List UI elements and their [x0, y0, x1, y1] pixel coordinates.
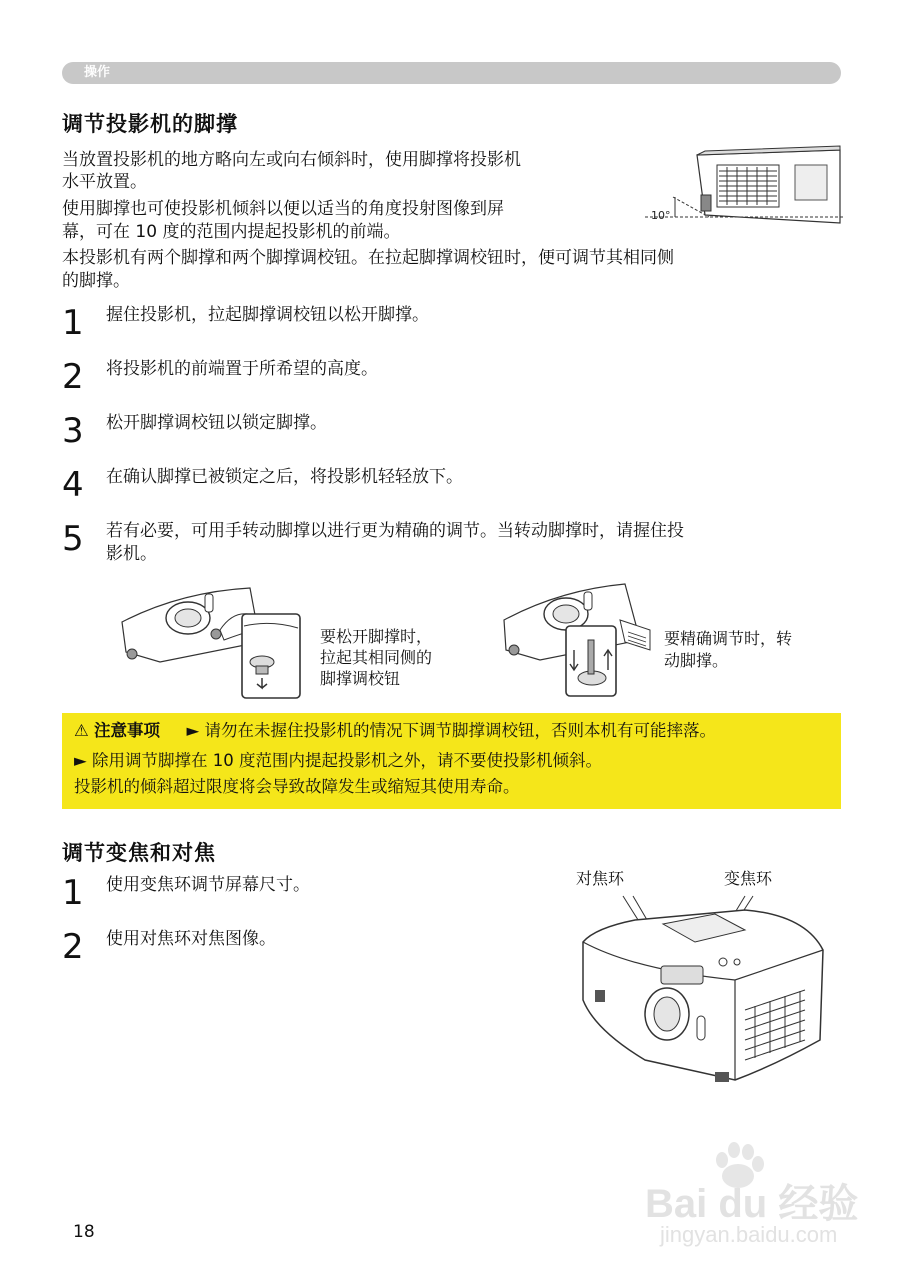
step-text: 在确认脚撑已被锁定之后，将投影机轻轻放下。 [106, 467, 463, 487]
step-text: 握住投影机，拉起脚撑调校钮以松开脚撑。 [106, 305, 429, 325]
section-label: 操作 [84, 65, 111, 80]
feet-intro-line: 水平放置。 [62, 172, 147, 192]
step-text: 若有必要，可用手转动脚撑以进行更为精确的调节。当转动脚撑时，请握住投 [106, 521, 684, 541]
step-number: 2 [62, 357, 84, 397]
zoom-ring-label: 变焦环 [724, 869, 773, 888]
caution-line-1 [74, 720, 716, 742]
watermark-brand: Bai du 经验 [645, 1182, 859, 1226]
tilted-projector-illustration [645, 145, 845, 235]
step-number: 4 [62, 465, 84, 505]
feet-intro-line: 使用脚撑也可使投影机倾斜以便以适当的角度投射图像到屏 [62, 199, 504, 219]
feet-intro-line: 的脚撑。 [62, 271, 130, 291]
caution-line-2 [74, 750, 602, 772]
caption-line: 要松开脚撑时， [320, 627, 433, 646]
page-number: 18 [73, 1222, 95, 1242]
feet-intro-line: 幕，可在 10 度的范围内提起投影机的前端。 [62, 222, 401, 242]
step-number: 2 [62, 927, 84, 967]
caption-line: 脚撑调校钮 [320, 669, 401, 688]
caution-text: 请勿在未握住投影机的情况下调节脚撑调校钮，否则本机有可能摔落。 [204, 721, 716, 740]
projector-zoom-focus-illustration [575, 890, 830, 1085]
step-text: 将投影机的前端置于所希望的高度。 [106, 359, 378, 379]
angle-label: 10° [651, 209, 671, 222]
feet-intro-line: 当放置投影机的地方略向左或向右倾斜时，使用脚撑将投影机 [62, 150, 521, 170]
step-number: 1 [62, 303, 84, 343]
section-header-bar [62, 62, 841, 84]
step-number: 1 [62, 873, 84, 913]
step-text: 影机。 [106, 544, 157, 564]
caption-line: 动脚撑。 [664, 651, 729, 670]
caution-title: 注意事项 [94, 721, 161, 740]
step-text: 使用对焦环对焦图像。 [106, 929, 276, 949]
step-text: 使用变焦环调节屏幕尺寸。 [106, 875, 310, 895]
step-number: 3 [62, 411, 84, 451]
bullet-arrow-icon: ► [74, 751, 87, 770]
feet-section-title: 调节投影机的脚撑 [62, 112, 238, 136]
focus-ring-label: 对焦环 [576, 869, 625, 888]
caution-line-3: 投影机的倾斜超过限度将会导致故障发生或缩短其使用寿命。 [74, 777, 520, 796]
step-text: 松开脚撑调校钮以锁定脚撑。 [106, 413, 327, 433]
feet-intro-line: 本投影机有两个脚撑和两个脚撑调校钮。在拉起脚撑调校钮时，便可调节其相同侧 [62, 248, 674, 268]
step-number: 5 [62, 519, 84, 559]
release-foot-illustration [120, 582, 310, 700]
adjust-foot-illustration [500, 580, 660, 700]
caution-text: 除用调节脚撑在 10 度范围内提起投影机之外，请不要使投影机倾斜。 [91, 751, 602, 770]
caption-line: 要精确调节时，转 [664, 629, 793, 648]
zoom-section-title: 调节变焦和对焦 [62, 841, 216, 865]
caption-line: 拉起其相同侧的 [320, 648, 433, 667]
warning-triangle-icon: ⚠ [74, 721, 89, 740]
bullet-arrow-icon: ► [186, 721, 200, 740]
watermark-url: jingyan.baidu.com [660, 1222, 838, 1247]
